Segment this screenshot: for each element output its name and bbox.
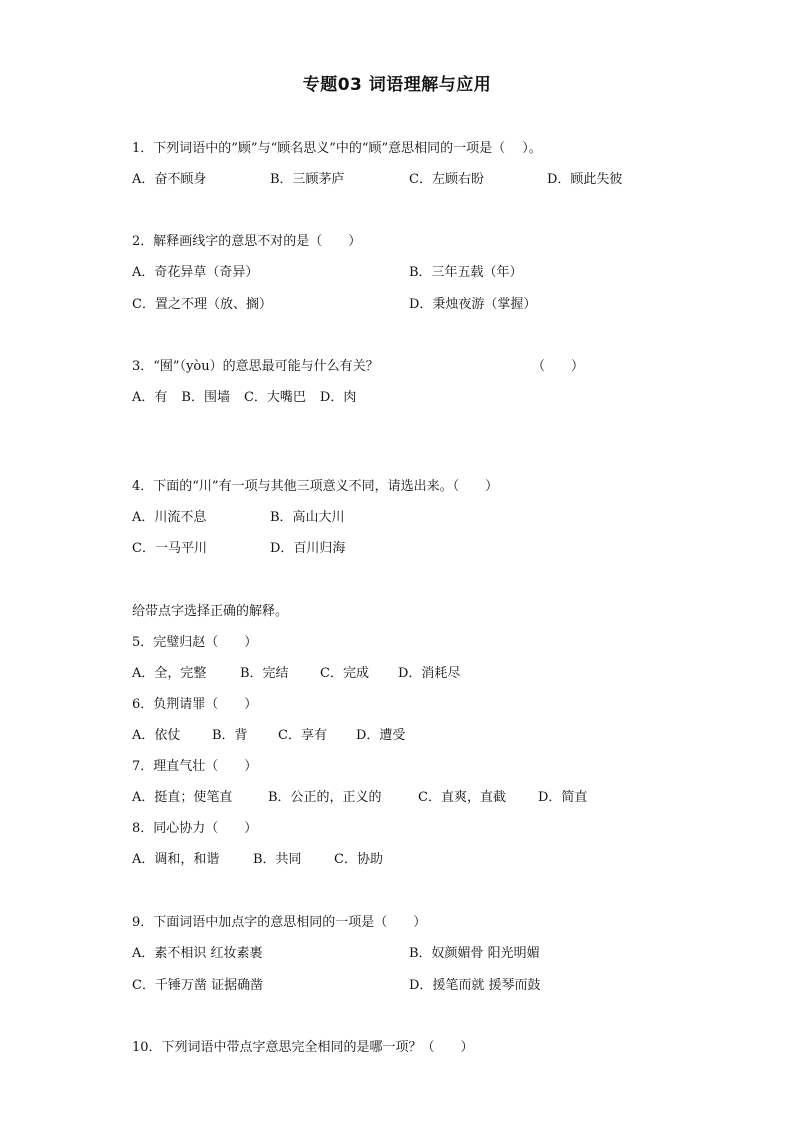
question-1-stem: 1．下列词语中的”顾”与“顾名思义”中的“顾”意思相同的一项是（ ）。 [132, 141, 542, 156]
q5-option-c: C．完成 [320, 666, 369, 681]
q1-option-a: A．奋不顾身 [132, 172, 207, 187]
q3-options [132, 389, 370, 407]
q2-option-b: B．三年五载（年） [409, 265, 523, 280]
q7-option-b: B．公正的，正义的 [268, 790, 382, 805]
question-7-stem: 7．理直气壮（ ） [132, 759, 258, 774]
q8-option-c: C．协助 [334, 852, 383, 867]
question-10-stem: 10．下列词语中带点字意思完全相同的是哪一项？（ ） [132, 1040, 474, 1055]
q3-answer-paren: （ ） [532, 359, 585, 374]
q3-option-c: C．大嘴巴 [243, 390, 306, 405]
q4-option-c: C．一马平川 [132, 541, 207, 556]
q3-option-d: D．肉 [319, 390, 357, 405]
q6-option-d: D．遭受 [356, 728, 406, 743]
q4-option-d: D．百川归海 [270, 541, 346, 556]
q7-option-a: A．挺直；使笔直 [132, 790, 233, 805]
q8-option-a: A．调和，和谐 [132, 852, 220, 867]
q2-option-c: C．置之不理（放、搁） [132, 297, 272, 312]
q7-option-d: D．简直 [538, 790, 588, 805]
q9-option-c: C．千锤万凿 证据确凿 [132, 978, 264, 993]
q8-option-b: B．共同 [253, 852, 302, 867]
question-3-stem: 3．“囿”（yòu）的意思最可能与什么有关？ [132, 359, 379, 374]
q1-option-c: C．左顾右盼 [409, 172, 484, 187]
q4-option-a: A．川流不息 [132, 510, 207, 525]
q3-option-a: A．有 [132, 390, 168, 405]
q6-option-a: A．依仗 [132, 728, 181, 743]
q6-option-c: C．享有 [278, 728, 327, 743]
q9-option-a: A．素不相识 红妆素裹 [132, 946, 263, 961]
q1-option-b: B．三顾茅庐 [270, 172, 345, 187]
q5-option-a: A．全，完整 [132, 666, 207, 681]
question-5-stem: 5．完璧归赵（ ） [132, 635, 258, 650]
q3-option-b: B．围墙 [181, 390, 230, 405]
question-4-stem: 4．下面的“川”有一项与其他三项意义不同，请选出来。（ ） [132, 479, 499, 494]
q6-option-b: B．背 [212, 728, 248, 743]
q2-option-a: A．奇花异草（奇异） [132, 265, 259, 280]
q9-option-d: D．援笔而就 援琴而鼓 [409, 978, 541, 993]
question-6-stem: 6．负荆请罪（ ） [132, 697, 258, 712]
question-2-stem: 2．解释画线字的意思不对的是（ ） [132, 234, 362, 249]
q2-option-d: D．秉烛夜游（掌握） [409, 297, 537, 312]
q4-option-b: B．高山大川 [270, 510, 345, 525]
question-8-stem: 8．同心协力（ ） [132, 821, 258, 836]
question-9-stem: 9．下面词语中加点字的意思相同的一项是（ ） [132, 915, 427, 930]
page-title: 专题03 词语理解与应用 [302, 75, 492, 95]
q7-option-c: C．直爽，直截 [418, 790, 506, 805]
q9-option-b: B．奴颜媚骨 阳光明媚 [409, 946, 540, 961]
section-instruction: 给带点字选择正确的解释。 [132, 604, 289, 619]
q5-option-b: B．完结 [240, 666, 289, 681]
q1-option-d: D．顾此失彼 [547, 172, 623, 187]
q5-option-d: D．消耗尽 [398, 666, 461, 681]
